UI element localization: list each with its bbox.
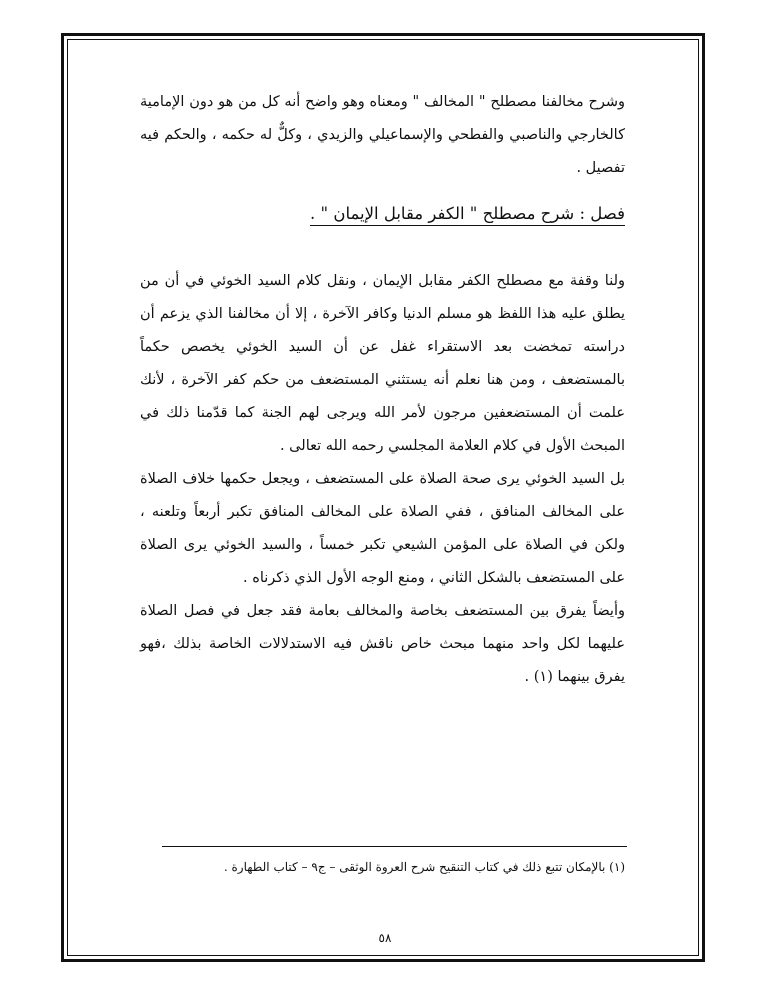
intro-paragraph: وشرح مخالفنا مصطلح " المخالف " ومعناه وهو واضح أنه كل من هو دون الإمامية كالخارجي والناصبي والفطحي والإسماعيلي والزيدي ، وكلٌّ له حكمه ، والحكم فيه تفصيل . <box>140 94 625 176</box>
section-heading <box>140 201 625 227</box>
footnote-separator <box>162 846 627 847</box>
body-paragraph-3: وأيضاً يفرق بين المستضعف بخاصة والمخالف بعامة فقد جعل في فصل الصلاة عليهما لكل واحد منهما مبحث خاص ناقش فيه الاستدلالات الخاصة بذلك ،فهو يفرق بينهما (١) . <box>140 603 625 685</box>
footnote: (١) بالإمكان تتبع ذلك في كتاب التنقيح شرح العروة الوثقى – ج٩ – كتاب الطهارة . <box>223 860 625 874</box>
section-heading-text: فصل : شرح مصطلح " الكفر مقابل الإيمان " . <box>310 204 625 226</box>
page-number: ٥٨ <box>378 931 392 945</box>
page-body <box>140 86 625 694</box>
body-paragraph-1: ولنا وقفة مع مصطلح الكفر مقابل الإيمان ، ونقل كلام السيد الخوئي في أن من يطلق عليه هذا اللفظ هو مسلم الدنيا وكافر الآخرة ، إلا أن مخالفنا الذي يزعم أن دراسته تمخضت بعد الاستقراء غفل عن أن السيد الخوئي يخصص حكماً بالمستضعف ، ومن هنا نعلم أنه يستثني المستضعف من حكم كفر الآخرة ، لأنك علمت أن المستضعفين مرجون لأمر الله ويرجى لهم الجنة كما قدّمنا ذلك في المبحث الأول في كلام العلامة المجلسي رحمه الله تعالى . <box>140 273 625 454</box>
body-paragraph-2: بل السيد الخوئي يرى صحة الصلاة على المستضعف ، ويجعل حكمها خلاف الصلاة على المخالف المنافق ، ففي الصلاة على المخالف المنافق تكبر أربعاً وتلعنه ، ولكن في الصلاة على المؤمن الشيعي تكبر خمساً ، والسيد الخوئي يرى الصلاة على المستضعف بالشكل الثاني ، ومنع الوجه الأول الذي ذكرناه . <box>140 471 625 586</box>
